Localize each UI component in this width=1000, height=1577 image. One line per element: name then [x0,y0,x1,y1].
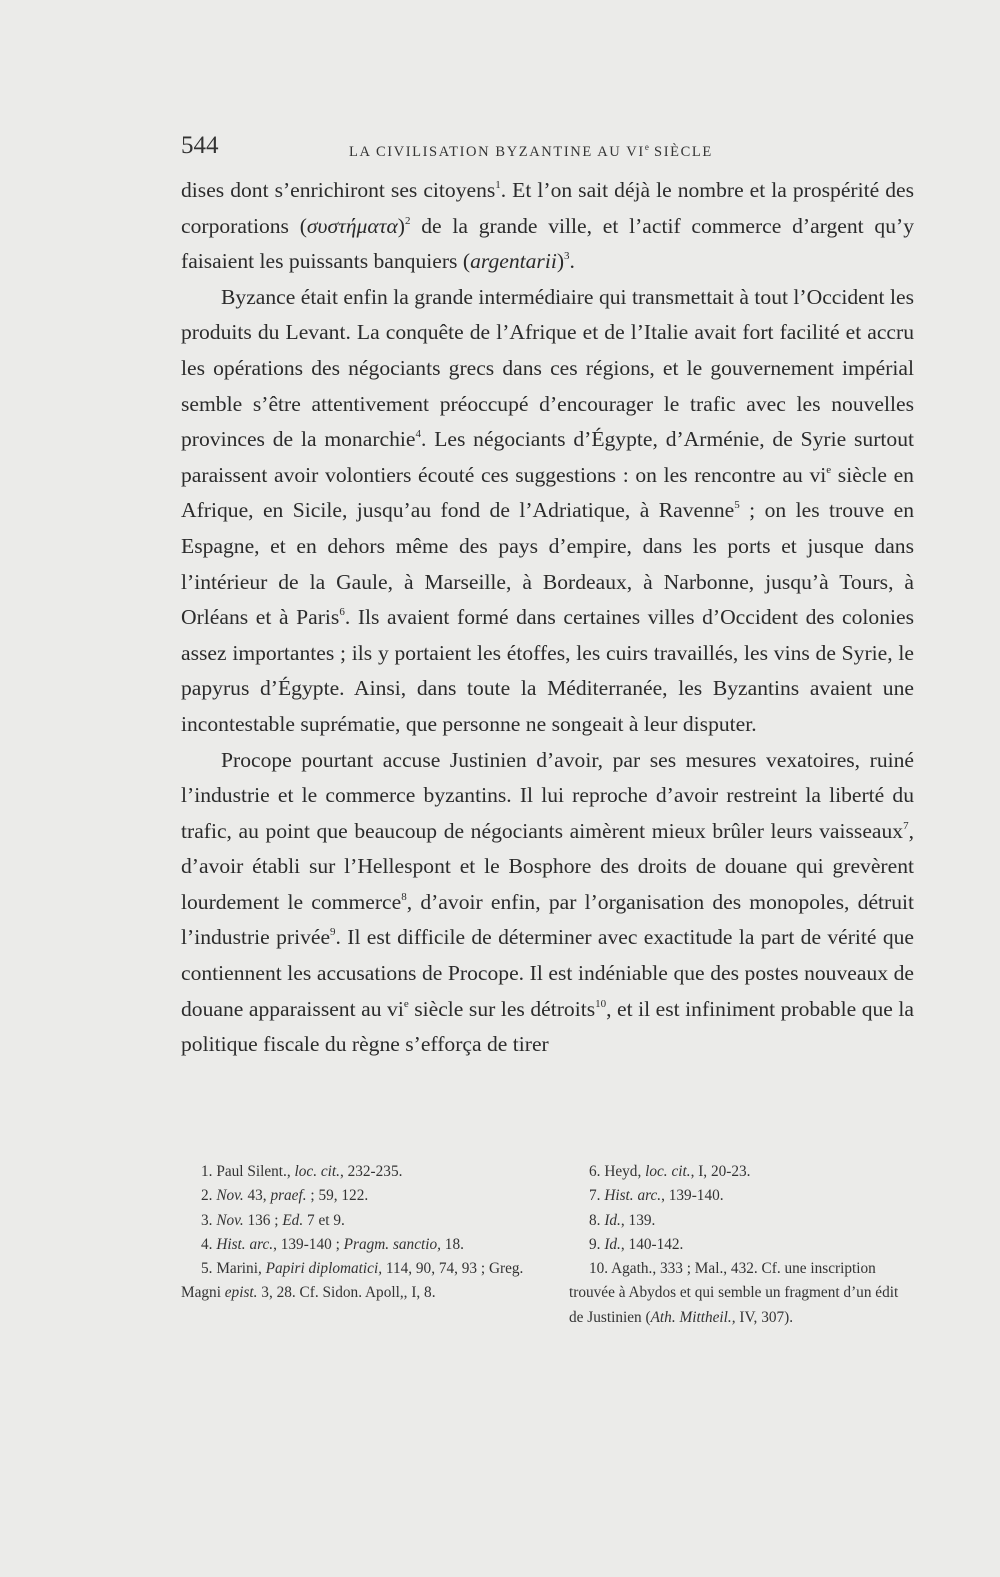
footnotes-left-column [181,1160,526,1330]
page-header [181,131,916,161]
footnotes [181,1160,914,1330]
footnote: 1. Paul Silent., loc. cit., 232-235. [201,1163,403,1180]
footnote-ref: 9 [330,926,336,939]
footnote: 6. Heyd, loc. cit., I, 20-23. [589,1163,751,1180]
footnote: 9. Id., 140-142. [589,1235,684,1253]
paragraph-2: Byzance était enfin la grande intermédiaire qui transmettait à tout l’Occident les produits du Levant. La conquête de l’Afrique et de l’Italie avait fort facilité et accru les opérations des négociants grecs dans ces régions, et le gouvernement impérial semble s’être attentivement préoccupé d’encourager le trafic avec les nouvelles provinces de la monarchie$^4$. Les négociants d’Égypte, d’Arménie, de Syrie surtout paraissent avoir volontiers écouté ces suggestions : on les rencontre au vi$^e$ siècle en Afrique, en Sicile, jusqu’au fond de l’Adriatique, à Ravenne$^5$ ; on les trouve en Espagne, et en dehors même des pays d’empire, dans les ports et jusque dans l’intérieur de la Gaule, à Marseille, à Bordeaux, à Narbonne, jusqu’à Tours, à Orléans et à Paris$^6$. Ils avaient formé dans certaines villes d’Occident des colonies assez importantes ; ils y portaient les étoffes, les cuirs travaillés, les vins de Syrie, le papyrus d’Égypte. Ainsi, dans toute la Méditerranée, les Byzantins avaient une incontestable suprématie, que personne ne songeait à leur disputer. [181,284,914,736]
footnote-ref: 5 [734,499,740,512]
footnote: 5. Marini, Papiri diplomatici, 114, 90, 74, 93 ; Greg. Magni epist. 3, 28. Cf. Sidon. Apoll,, I, 8. [181,1260,524,1302]
footnote-ref: 3 [564,250,570,263]
footnote-ref: 6 [339,606,345,619]
page-number: 544 [181,132,219,159]
paragraph-3: Procope pourtant accuse Justinien d’avoir, par ses mesures vexatoires, ruiné l’industrie et le commerce byzantins. Il lui reproche d’avoir restreint la liberté du trafic, au point que beaucoup de négociants aimèrent mieux brûler leurs vaisseaux$^7$, d’avoir établi sur l’Hellespont et le Bosphore des droits de douane qui grevèrent lourdement le commerce$^8$, d’avoir enfin, par l’organisation des monopoles, détruit l’industrie privée$^9$. Il est difficile de déterminer avec exactitude la part de vérité que contiennent les accusations de Procope. Il est indéniable que des postes nouveaux de douane apparaissent au vi$^e$ siècle sur les détroits$^{10}$, et il est infiniment probable que la politique fiscale du règne s’efforça de tirer [181,747,915,1057]
footnote: 10. Agath., 333 ; Mal., 432. Cf. une inscription trouvée à Abydos et qui semble un fragment d’un édit de Justinien (Ath. Mittheil., IV, 307). [569,1260,899,1326]
footnote: 3. Nov. 136 ; Ed. 7 et 9. [201,1211,345,1229]
footnote-ref: 4 [415,428,421,441]
footnote: 8. Id., 139. [589,1211,656,1229]
latin-term: argentarii [470,249,557,274]
greek-term: συστήματα [306,213,398,238]
footnotes-right-column [569,1160,914,1330]
footnote: 7. Hist. arc., 139-140. [589,1187,724,1205]
running-head: LA CIVILISATION BYZANTINE AU VIe SIÈCLE [349,142,713,160]
footnote-ref: 7 [903,819,909,832]
footnote-ref: 1 [495,179,501,191]
footnote-ref: 8 [401,890,407,903]
footnote-ref: 10 [595,997,607,1010]
footnote: 2. Nov. 43, praef. ; 59, 122. [201,1187,369,1205]
footnote: 4. Hist. arc., 139-140 ; Pragm. sanctio, 18. [201,1235,464,1253]
footnote-ref: 2 [404,214,411,227]
main-text [181,173,914,1063]
paragraph-1: dises dont s’enrichiront ses citoyens$^1$. Et l’on sait déjà le nombre et la prospérité des corporations (συστήματα)$^2$ de la grande ville, et l’actif commerce d’argent qu’y faisaient les puissants banquiers (argentarii)$^3$. [181,178,914,274]
